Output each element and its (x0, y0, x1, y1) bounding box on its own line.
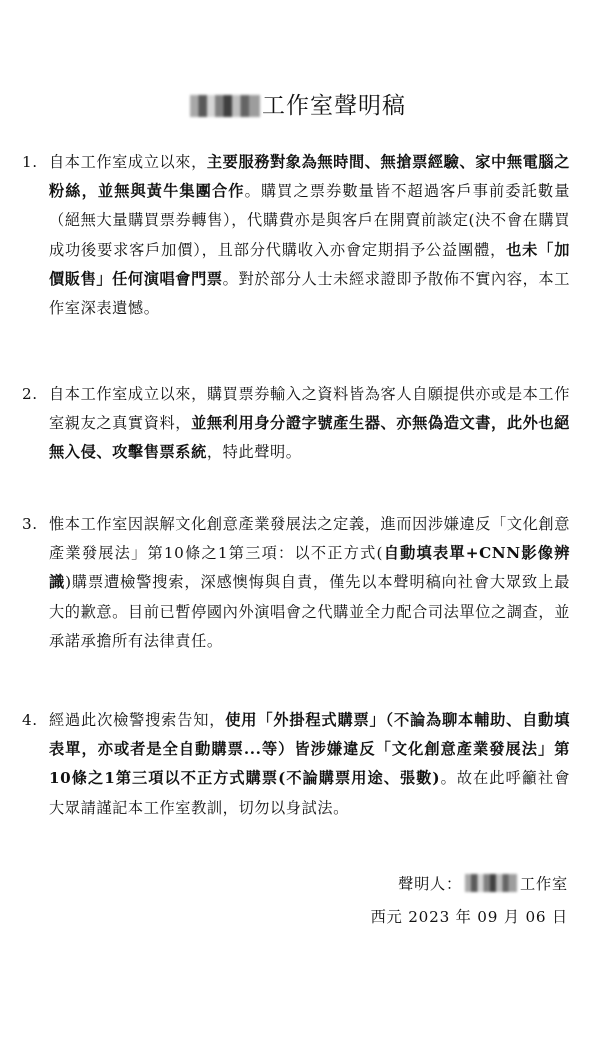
text-segment: )購票遭檢警搜索，深感懊悔與自責，僅先以本聲明稿向社會大眾致上最大的歉意。目前已暫停國內外演唱會之代購並全力配合司法單位之調查，並承諾承擔所有法律責任。 (49, 573, 570, 650)
statement-item-2 (22, 380, 570, 468)
text-segment: ，特此聲明。 (206, 443, 302, 462)
item-number: 3. (22, 515, 38, 533)
item-number: 4. (22, 711, 38, 729)
text-segment: 自本工作室成立以來，購買票券輸入之資料皆為客人自願提供亦或是本工作室親友之真實資料， (49, 385, 570, 433)
bold-segment: 並無利用身分證字號產生器、亦無偽造文書，此外也絕無入侵、攻擊售票系統 (49, 414, 570, 462)
bold-segment: 也未「加價販售」任何演唱會門票 (49, 240, 570, 288)
text-segment: 。購買之票券數量皆不超過客戶事前委託數量（絕無大量購買票券轉售），代購費亦是與客戶在開賣前談定(決不會在購買成功後要求客戶加價），且部分代購收入亦會定期捐予公益團體， (49, 182, 571, 259)
text-segment: 自本工作室成立以來， (49, 153, 207, 171)
text-segment: 惟本工作室因誤解文化創意產業發展法之定義，進而因涉嫌違反「文化創意產業發展法」第10條之1第三項：以不正方式( (49, 515, 570, 563)
item-body (49, 380, 570, 468)
bold-segment: 使用「外掛程式購票」（不論為聊本輔助、自動填表單，亦或者是全自動購票...等）皆涉嫌違反「文化創意產業發展法」第10條之1第三項以不正方式購票(不論購票用途、張數) (49, 711, 570, 788)
statement-item-3 (22, 510, 570, 656)
text-segment: 經過此次檢警搜索告知， (49, 711, 226, 729)
statement-date: 西元 2023 年 09 月 06 日 (370, 908, 568, 926)
text-segment: 。故在此呼籲社會大眾請謹記本工作室教訓，切勿以身試法。 (49, 769, 570, 817)
item-number: 2. (22, 385, 38, 403)
title-text: 工作室聲明稿 (262, 93, 406, 119)
item-body (49, 706, 570, 823)
item-number: 1. (22, 153, 38, 171)
redacted-signer-name (465, 874, 517, 892)
bold-segment: 主要服務對象為無時間、無搶票經驗、家中無電腦之粉絲，並無與黃牛集團合作 (49, 153, 570, 201)
statement-item-1 (22, 148, 570, 323)
signer-suffix: 工作室 (520, 875, 568, 893)
item-body (49, 510, 570, 656)
document-title (0, 88, 596, 124)
signer-label: 聲明人： (398, 875, 463, 893)
statement-item-4 (22, 706, 570, 823)
signer-line (398, 871, 568, 897)
redacted-studio-name (190, 95, 260, 117)
item-body (49, 148, 570, 323)
bold-segment: 自動填表單+CNN影像辨識 (49, 544, 570, 592)
text-segment: 。對於部分人士未經求證即予散佈不實內容，本工作室深表遺憾。 (49, 269, 570, 318)
